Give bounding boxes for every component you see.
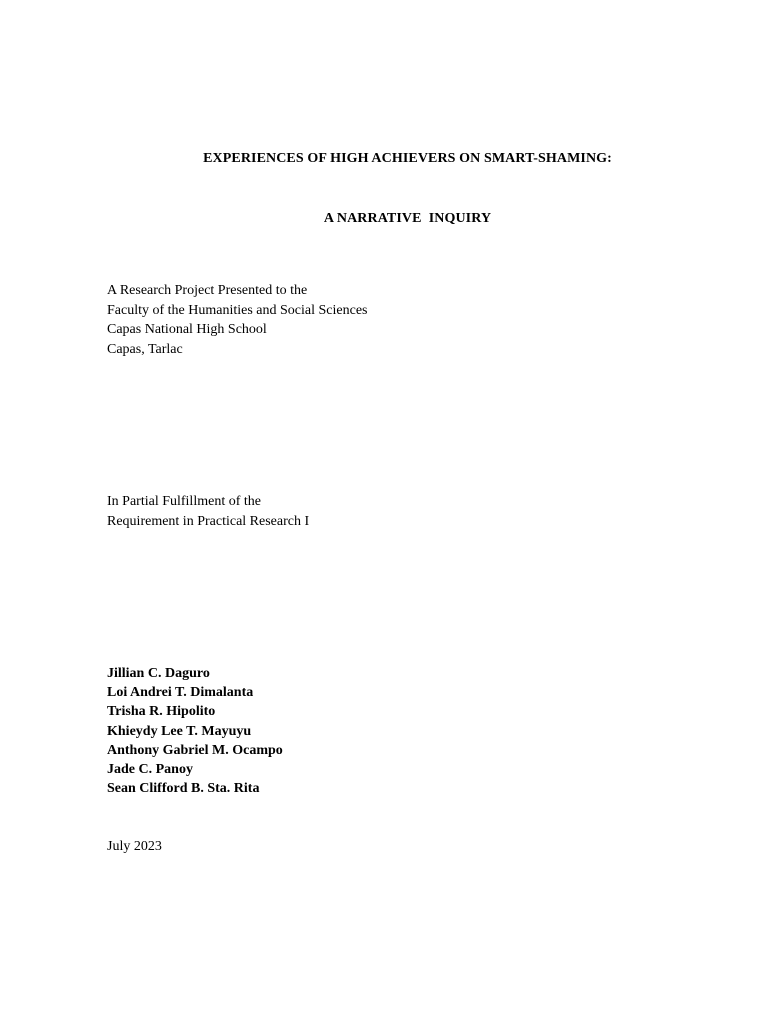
author-name: Sean Clifford B. Sta. Rita (107, 781, 260, 797)
fulfillment-line: Requirement in Practical Research I (107, 513, 310, 529)
fulfillment-line: In Partial Fulfillment of the (107, 494, 261, 509)
title-line-1: EXPERIENCES OF HIGH ACHIEVERS ON SMART-SHAMING: (203, 151, 612, 166)
title-line-2: A NARRATIVE INQUIRY (323, 211, 492, 226)
presented-line: A Research Project Presented to the (107, 283, 308, 298)
author-name: Trisha R. Hipolito (107, 704, 216, 720)
submission-date: July 2023 (107, 839, 162, 854)
author-name: Jillian C. Daguro (107, 666, 210, 681)
presented-line: Capas National High School (107, 322, 267, 337)
presentation-statement (107, 281, 368, 359)
author-name: Jade C. Panoy (107, 762, 193, 778)
fulfillment-statement (107, 492, 309, 531)
author-name: Anthony Gabriel M. Ocampo (107, 742, 283, 758)
presented-line: Capas, Tarlac (107, 341, 183, 357)
document-title (0, 109, 768, 249)
author-name: Khieydy Lee T. Mayuyu (107, 723, 252, 739)
author-name: Loi Andrei T. Dimalanta (107, 685, 254, 701)
presented-line: Faculty of the Humanities and Social Sciences (107, 302, 368, 318)
author-list (107, 664, 283, 798)
